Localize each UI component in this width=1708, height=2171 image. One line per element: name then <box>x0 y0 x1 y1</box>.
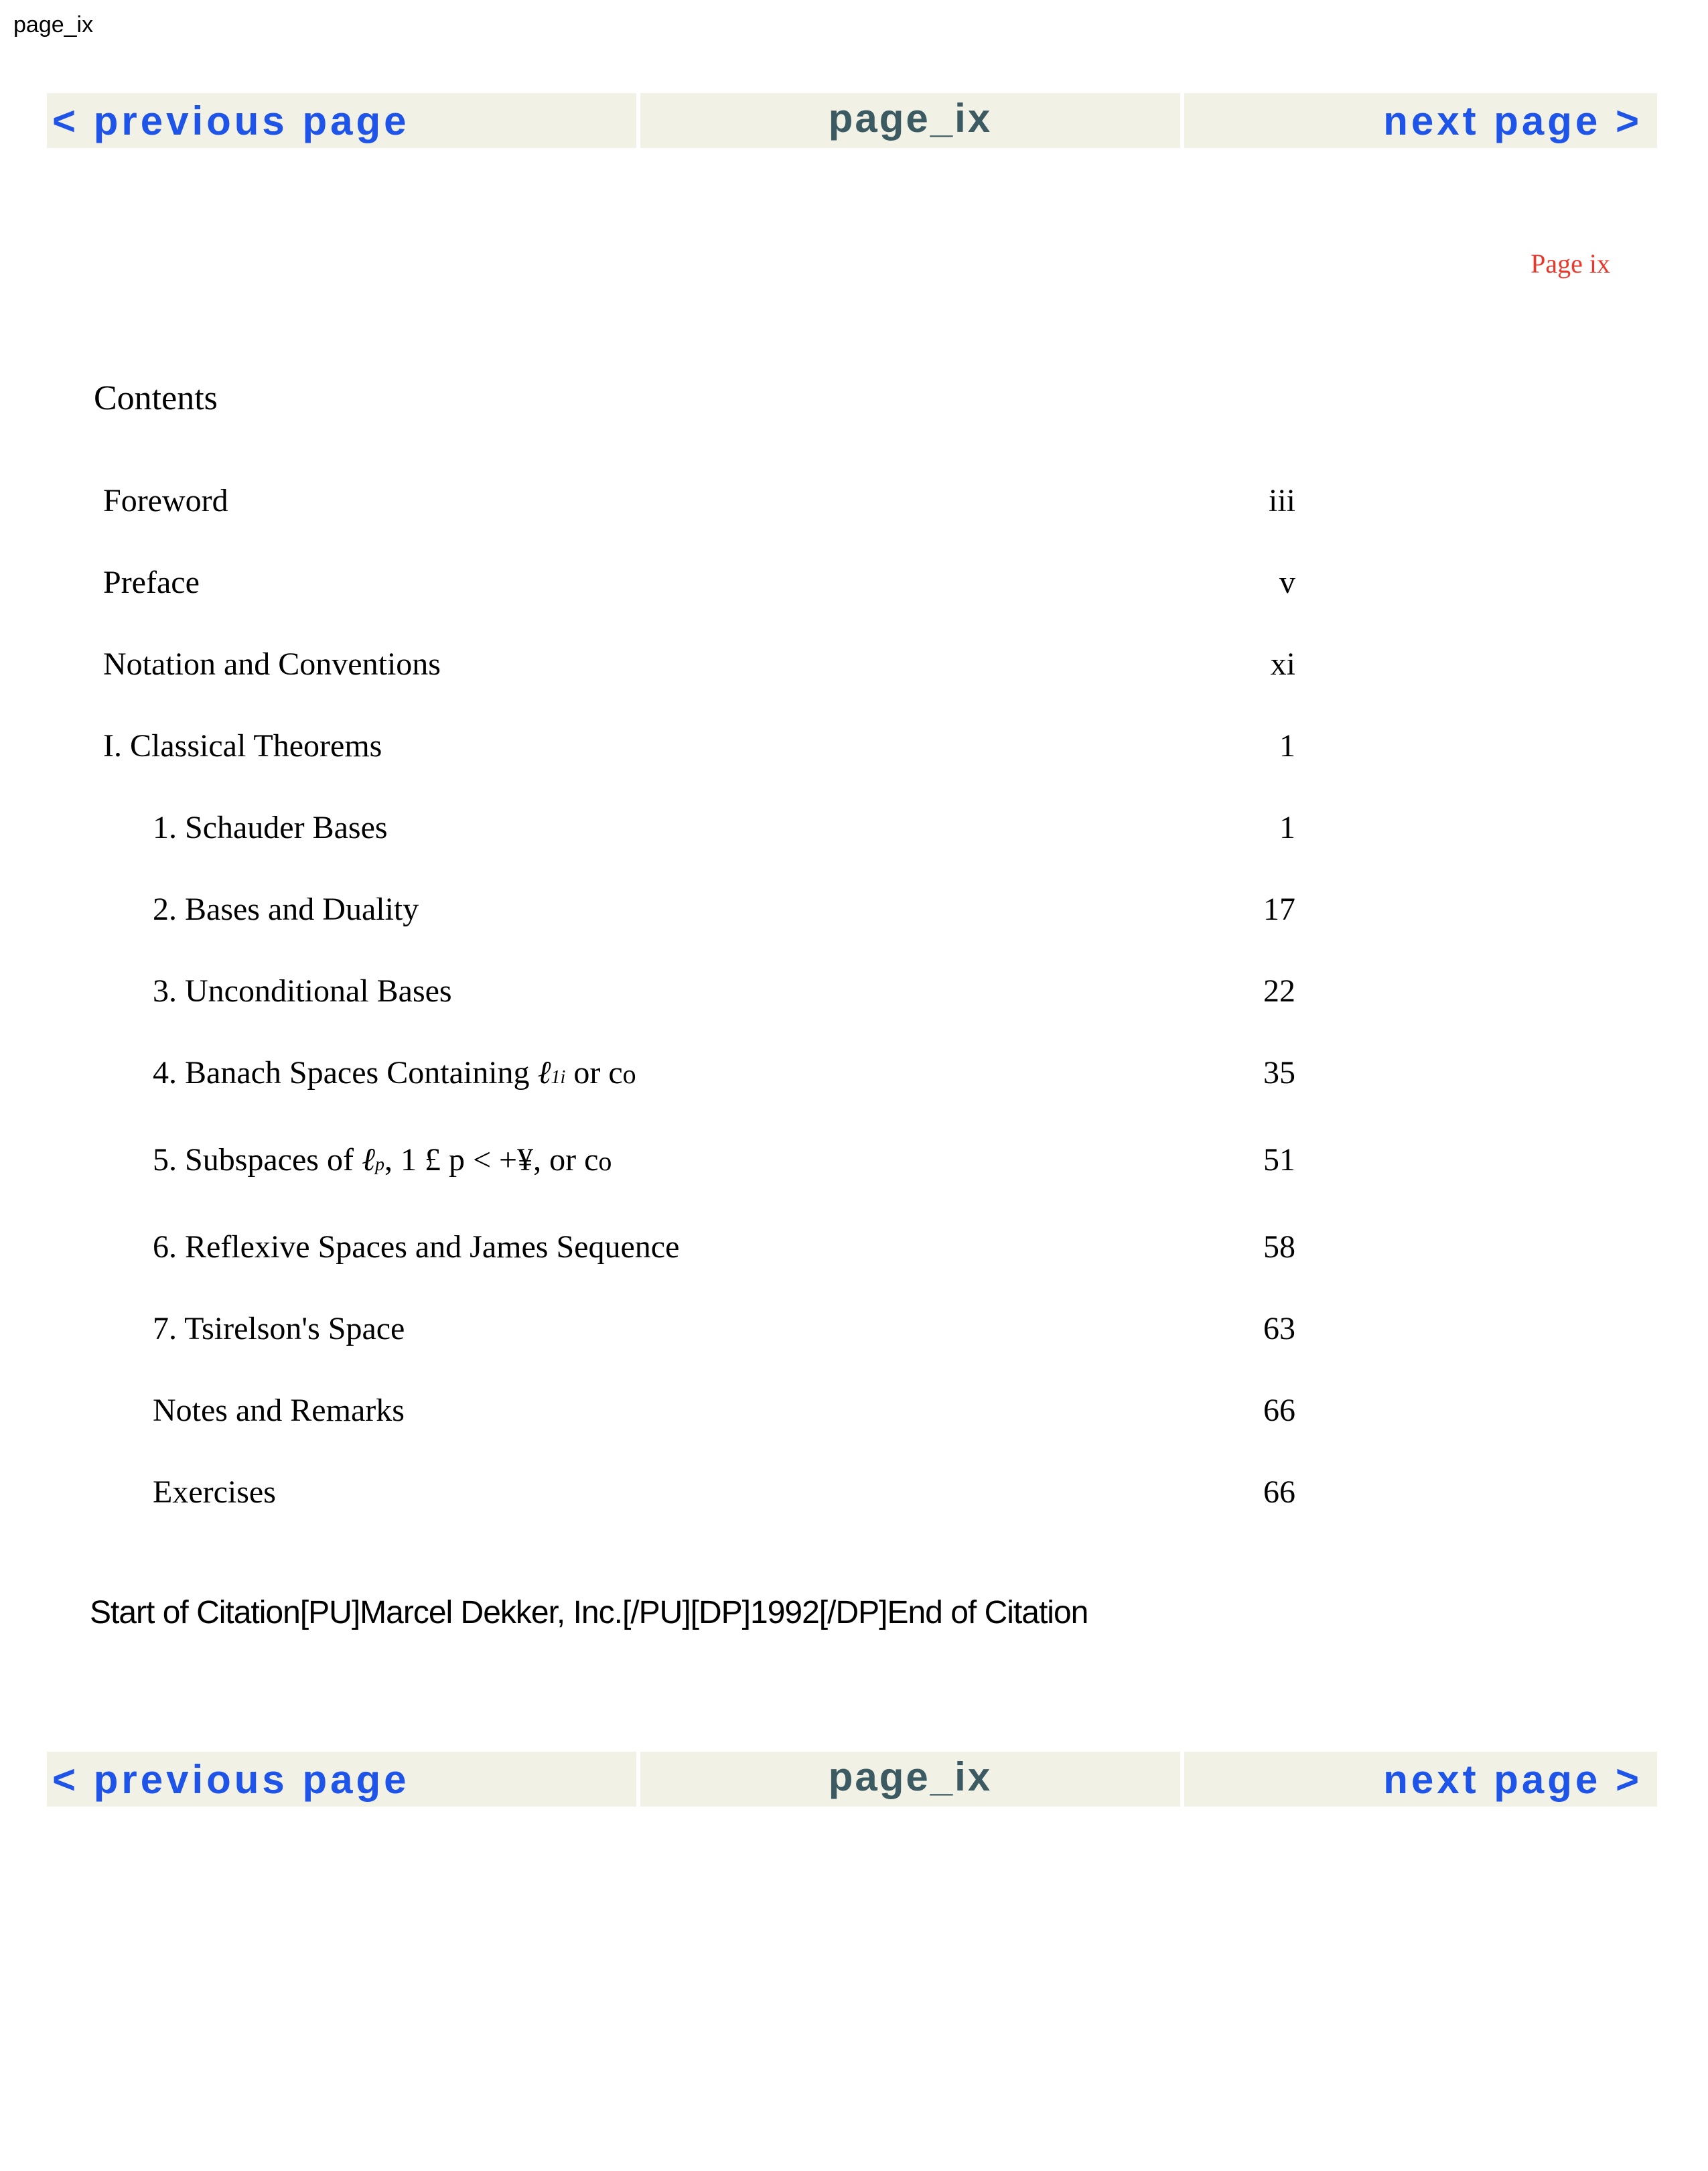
ell-symbol: ℓp <box>361 1142 384 1178</box>
toc-entry-schauder-bases <box>103 809 1295 891</box>
toc-entry-title: 3. Unconditional Bases <box>153 973 452 1009</box>
previous-page-link[interactable]: < previous page <box>47 1752 636 1807</box>
next-page-link[interactable]: next page > <box>1184 93 1657 148</box>
document-label: page_ix <box>13 12 94 38</box>
toc-entry-page: 1 <box>1279 728 1295 764</box>
toc-entry-title <box>153 1054 636 1091</box>
toc-entry-title: 7. Tsirelson's Space <box>153 1311 405 1346</box>
toc-entry-unconditional-bases <box>103 973 1295 1054</box>
toc-entry-page: 17 <box>1263 892 1295 927</box>
toc-entry-tsirelson-space <box>103 1310 1295 1392</box>
toc-entry-page: xi <box>1270 646 1295 682</box>
bottom-navigation-bar <box>47 1752 1661 1807</box>
toc-entry-page: 63 <box>1263 1311 1295 1346</box>
subscript: o <box>622 1059 636 1089</box>
top-navigation-bar <box>47 93 1661 148</box>
toc-entry-title: Preface <box>103 565 200 600</box>
toc-entry-title <box>153 1141 612 1178</box>
toc-entry-title-text: 5. Subspaces of <box>153 1142 362 1178</box>
toc-entry-foreword <box>103 482 1295 564</box>
toc-entry-page: 66 <box>1263 1393 1295 1428</box>
toc-entry-title: 2. Bases and Duality <box>153 892 419 927</box>
toc-entry-title-suffix: or c <box>565 1055 623 1091</box>
toc-entry-page: 22 <box>1263 973 1295 1009</box>
next-page-link[interactable]: next page > <box>1184 1752 1657 1807</box>
toc-entry-title: I. Classical Theorems <box>103 728 382 764</box>
toc-entry-subspaces <box>103 1141 1295 1229</box>
subscript: o <box>598 1146 612 1176</box>
toc-entry-title: Notation and Conventions <box>103 646 441 682</box>
toc-entry-page: 66 <box>1263 1474 1295 1510</box>
citation-text: Start of Citation[PU]Marcel Dekker, Inc.[/PU][DP]1992[/DP]End of Citation <box>90 1595 1088 1630</box>
toc-entry-page: v <box>1279 565 1295 600</box>
toc-entry-page: 35 <box>1263 1055 1295 1091</box>
contents-heading: Contents <box>94 379 218 417</box>
page-number-marker: Page ix <box>1531 249 1610 279</box>
toc-entry-classical-theorems <box>103 727 1295 809</box>
toc-entry-page: 1 <box>1279 810 1295 845</box>
toc-entry-page: 58 <box>1263 1229 1295 1265</box>
current-page-label: page_ix <box>640 93 1180 148</box>
toc-entry-reflexive-spaces <box>103 1229 1295 1310</box>
toc-entry-notation <box>103 646 1295 727</box>
toc-entry-title-suffix: , 1 £ p < +¥, or c <box>384 1142 599 1178</box>
toc-entry-page: iii <box>1268 483 1295 518</box>
toc-entry-notes-remarks <box>103 1392 1295 1474</box>
toc-entry-title: Notes and Remarks <box>153 1393 405 1428</box>
toc-entry-exercises <box>103 1474 1295 1555</box>
toc-entry-bases-duality <box>103 891 1295 973</box>
current-page-label: page_ix <box>640 1752 1180 1807</box>
toc-entry-title: 6. Reflexive Spaces and James Sequence <box>153 1229 680 1265</box>
toc-entry-page: 51 <box>1263 1142 1295 1178</box>
toc-entry-title: 1. Schauder Bases <box>153 810 388 845</box>
ell-symbol: ℓ1i <box>537 1055 566 1091</box>
previous-page-link[interactable]: < previous page <box>47 93 636 148</box>
toc-entry-title: Foreword <box>103 483 228 518</box>
toc-entry-title-text: 4. Banach Spaces Containing <box>153 1055 538 1091</box>
table-of-contents <box>103 482 1295 1555</box>
toc-entry-preface <box>103 564 1295 646</box>
toc-entry-banach-spaces <box>103 1054 1295 1141</box>
toc-entry-title: Exercises <box>153 1474 276 1510</box>
